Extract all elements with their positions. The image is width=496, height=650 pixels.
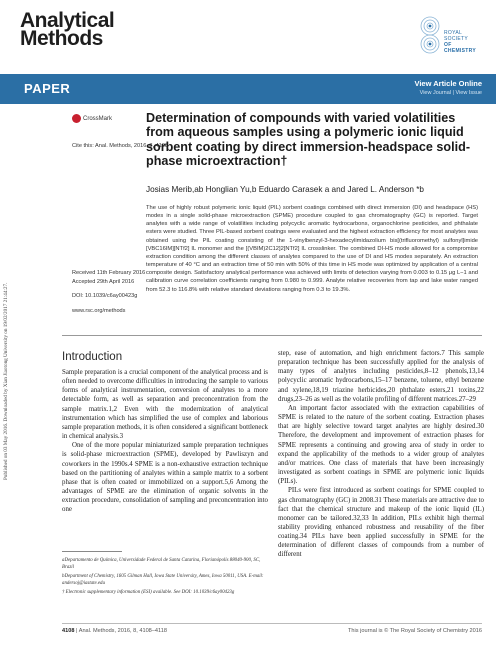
paragraph: step, ease of automation, and high enrichment factors.7 This sample preparation technique has been successfully applied for the analysis of many types of analytes including pesticides,8–12 phenols,13,14 polycyclic aromatic hydrocarbons,15–17 benzene, toluene, ethyl benzene and xylene,18,19 triazine herbicides,20 phthalate esters,21 toxins,22 drugs,23–26 as well as the volatile profiling of different matrices.27–29 bbox=[278, 350, 484, 403]
introduction-heading: Introduction bbox=[62, 351, 123, 363]
publication-note: Published on 03 May 2016. Downloaded by Xian Jiaotong University on 19/02/2017 21:44:27. bbox=[3, 282, 9, 480]
journal-url-link[interactable]: www.rsc.org/methods bbox=[72, 307, 126, 314]
footer-copyright: This journal is © The Royal Society of Chemistry 2016 bbox=[348, 628, 482, 634]
section-banner bbox=[0, 74, 496, 104]
publication-sidebar bbox=[2, 150, 10, 480]
crossmark-icon bbox=[72, 114, 81, 123]
rsc-logo-icon bbox=[420, 14, 444, 70]
journal-name bbox=[20, 9, 115, 50]
accepted-date: Accepted 29th April 2016 bbox=[72, 278, 135, 285]
rsc-logo-text: ROYAL SOCIETY OF CHEMISTRY bbox=[444, 30, 476, 54]
view-journal-issue-link[interactable]: View Journal | View Issue bbox=[419, 90, 482, 96]
footnote: bDepartment of Chemistry, 1605 Gilman Hall, Iowa State University, Ames, Iowa 50011, USA. E-mail: andersoj@iastate.edu bbox=[62, 574, 264, 587]
body-column-left bbox=[62, 368, 268, 515]
page-number: 4108 bbox=[62, 628, 75, 634]
received-date: Received 11th February 2016 bbox=[72, 270, 146, 276]
footer-divider bbox=[62, 623, 482, 624]
body-column-right bbox=[278, 349, 484, 560]
journal-name-line2: Methods bbox=[20, 27, 103, 50]
doi: DOI: 10.1039/c6ay00423g bbox=[72, 293, 138, 299]
rsc-logo bbox=[420, 14, 482, 70]
footnotes bbox=[62, 557, 268, 598]
author-list: Josias Merib,ab Honglian Yu,b Eduardo Carasek a and Jared L. Anderson *b bbox=[146, 185, 424, 194]
journal-name-line1: Analytical bbox=[20, 9, 115, 32]
article-meta bbox=[72, 269, 145, 315]
cite-this: Cite this: Anal. Methods, 2016, 8, 4108 bbox=[72, 143, 169, 149]
paragraph: Sample preparation is a crucial component of the analytical process and is often needed to overcome difficulties in introducing the sample to various forms of analytical instrumentation, conversion of analytes to a more detectable form, as well as separation and preconcentration from the sample matrix.1,2 Even with the modernization of analytical instrumentation which has simplified the use of complex and laborious sample preparation methods, it is often considered a significant bottleneck in chemical analysis.3 bbox=[62, 369, 268, 441]
section-label: PAPER bbox=[24, 81, 71, 96]
footnote: † Electronic supplementary information (ESI) available. See DOI: 10.1039/c6ay00423g bbox=[62, 590, 235, 596]
paragraph: PILs were first introduced as sorbent coatings for SPME coupled to gas chromatography (GC) in 2008.31 These materials are attractive due to fact that the chemical structure and makeup of the ionic liquid (IL) monomer can be tailored.32,33 In addition, PILs exhibit high thermal stability providing enhanced robustness and reusability of the fiber coating.34 PILs have been applied successfully in SPME for the determination of different classes of compounds from a number of different bbox=[278, 487, 484, 559]
crossmark-label: CrossMark bbox=[83, 116, 113, 123]
footer-citation bbox=[62, 628, 167, 634]
crossmark-button[interactable] bbox=[72, 114, 112, 123]
footnote-divider bbox=[62, 551, 122, 552]
footnote: aDepartamento de Química, Universidade Federal de Santa Catarina, Florianópolis 88040-900, SC, Brazil bbox=[62, 558, 261, 571]
paragraph: An important factor associated with the extraction capabilities of SPME is related to the nature of the sorbent coating. Extraction phases that are highly selective toward target analytes are highly desired.30 Therefore, the development and improvement of extraction phases for SPME represents a continuing and growing area of study in order to expand the applicability of the methods to a wider group of analytes and/or matrices. One class of materials that have been increasingly investigated as sorbent coatings in SPME are polymeric ionic liquids (PILs). bbox=[278, 404, 484, 486]
paragraph: One of the more popular miniaturized sample preparation techniques is solid-phase microextraction (SPME), developed by Pawliszyn and coworkers in the 1990s.4 SPME is a non-exhaustive extraction technique based on the partitioning of analytes within a sample matrix to a sorbent phase that is often coated or immobilized on a support.5,6 Among the advantages of SPME are the elimination of organic solvents in the extraction procedure, consolidation of sampling and preconcentration into one bbox=[62, 442, 268, 514]
view-article-online-link[interactable]: View Article Online bbox=[414, 79, 482, 88]
footer-journal: | Anal. Methods, 2016, 8, 4108–4118 bbox=[76, 628, 167, 634]
abstract: The use of highly robust polymeric ionic liquid (PIL) sorbent coatings combined with direct immersion (DI) and headspace (HS) modes in a single solid-phase microextraction (SPME) procedure coupled to gas chromatography (GC) is reported. Target analytes with a wide range of volatilities including polycyclic aromatic hydrocarbons, organochlorine pesticides, and phthalate esters were studied. Three PIL-based sorbent coatings were evaluated and the highest extraction efficiency for most analytes was obtained using the PIL coating consisting of the 1-vinylbenzyl-3-hexadecylimidazolium bis[(trifluoromethyl) sulfonyl]imide [VBC16IM][NTf2] IL monomer and the [(VBIM)2C12]2[NTf2] IL crosslinker. The combined DI-HS mode allowed for a compromise extraction condition among the different classes of analytes compared to the use of DI and HS modes separately. An extraction temperature of 40 °C and an extraction time of 50 min with 50% of this time in HS mode was optimized by application of a central composite design. Satisfactory analytical performance was achieved with limits of detection varying from 0.003 to 0.15 μg L−1 and calibration curve correlation coefficients ranging from 0.980 to 0.999. Analyte relative recoveries from tap and lake water ranged from 52.3 to 116.8% with relative standard deviations ranging from 0.3 to 19.3%. bbox=[146, 205, 478, 293]
article-title: Determination of compounds with varied volatilities from aqueous samples using a polymeric ionic liquid sorbent coating by direct immersion-headspace solid-phase microextraction† bbox=[146, 111, 471, 169]
section-divider bbox=[62, 335, 482, 336]
